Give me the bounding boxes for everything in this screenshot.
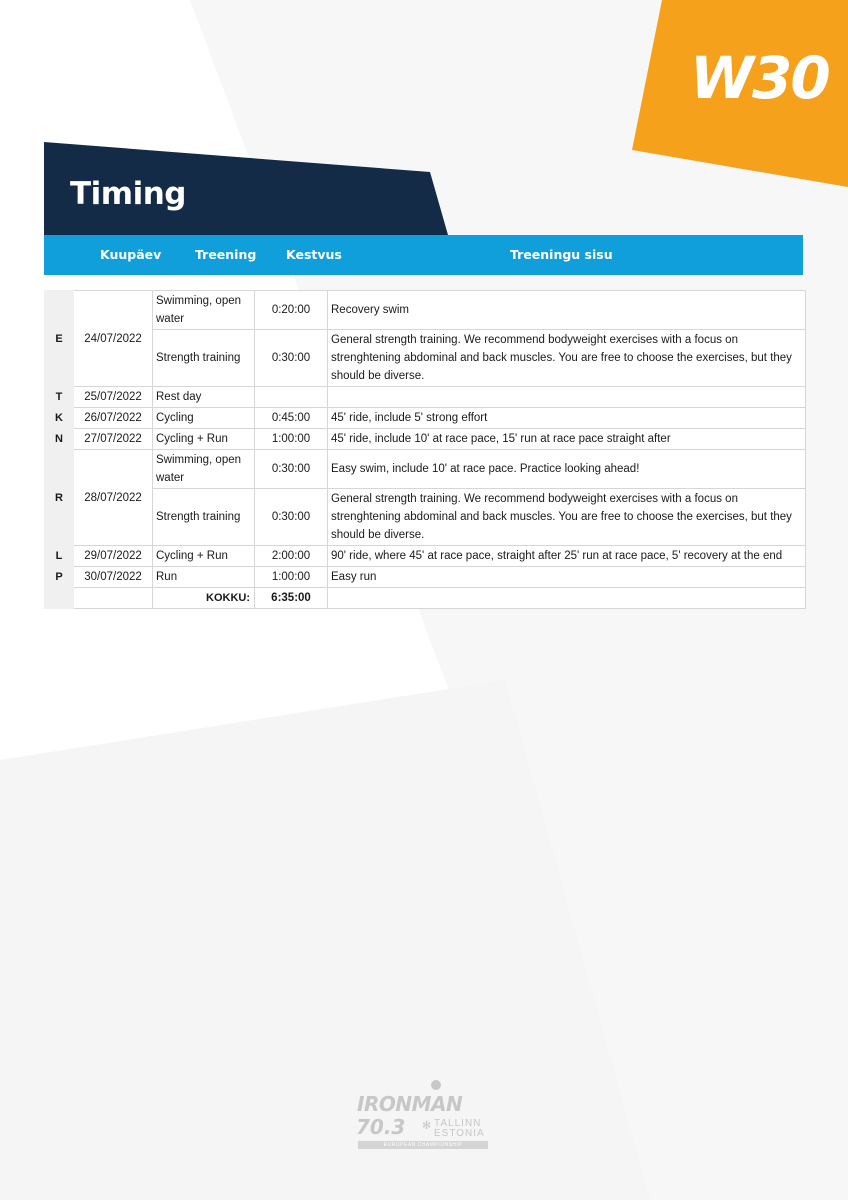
training-type: Strength training — [153, 489, 255, 546]
date-cell-empty — [74, 588, 153, 609]
header-training: Treening — [195, 247, 257, 262]
table-row — [45, 408, 806, 429]
header-duration: Kestvus — [286, 247, 342, 262]
date-cell: 25/07/2022 — [74, 387, 153, 408]
duration-cell: 0:20:00 — [255, 291, 328, 330]
training-type: Rest day — [153, 387, 255, 408]
duration-cell: 1:00:00 — [255, 429, 328, 450]
logo-city-line2: ESTONIA — [434, 1128, 485, 1139]
day-letter: R — [45, 450, 74, 546]
table-row — [45, 387, 806, 408]
logo-distance: 70.3 — [356, 1115, 406, 1139]
table-row — [45, 291, 806, 330]
day-letter: T — [45, 387, 74, 408]
duration-cell: 2:00:00 — [255, 546, 328, 567]
content-cell: 45' ride, include 5' strong effort — [328, 408, 806, 429]
content-cell: General strength training. We recommend bodyweight exercises with a focus on strenghtening abdominal and back muscles. You are free to choose the exercises, but they should be diverse. — [328, 489, 806, 546]
page-title: Timing — [70, 176, 186, 212]
duration-cell: 0:45:00 — [255, 408, 328, 429]
day-letter: K — [45, 408, 74, 429]
duration-cell: 0:30:00 — [255, 489, 328, 546]
duration-cell — [255, 387, 328, 408]
logo-city — [434, 1119, 485, 1139]
ironman-logo — [354, 1080, 494, 1152]
content-cell — [328, 387, 806, 408]
day-letter: L — [45, 546, 74, 567]
date-cell: 29/07/2022 — [74, 546, 153, 567]
content-cell: Easy run — [328, 567, 806, 588]
table-row — [45, 489, 806, 546]
training-type: Strength training — [153, 330, 255, 387]
training-type: Cycling + Run — [153, 546, 255, 567]
training-type: Run — [153, 567, 255, 588]
snowflake-icon: ✻ — [422, 1119, 432, 1132]
training-type: Swimming, open water — [153, 450, 255, 489]
total-duration: 6:35:00 — [255, 588, 328, 609]
logo-subtitle: EUROPEAN CHAMPIONSHIP — [358, 1141, 488, 1149]
duration-cell: 0:30:00 — [255, 330, 328, 387]
table-row — [45, 567, 806, 588]
logo-city-line1: TALLINN — [434, 1118, 482, 1129]
table-header-bar — [44, 235, 803, 275]
logo-wordmark: IRONMAN — [357, 1092, 463, 1116]
header-date: Kuupäev — [100, 247, 162, 262]
date-cell: 28/07/2022 — [74, 450, 153, 546]
header-content: Treeningu sisu — [510, 247, 613, 262]
duration-cell: 0:30:00 — [255, 450, 328, 489]
content-cell: 45' ride, include 10' at race pace, 15' run at race pace straight after — [328, 429, 806, 450]
total-row — [45, 588, 806, 609]
training-type: Cycling + Run — [153, 429, 255, 450]
day-letter: P — [45, 567, 74, 588]
table-row — [45, 450, 806, 489]
date-cell: 26/07/2022 — [74, 408, 153, 429]
duration-cell: 1:00:00 — [255, 567, 328, 588]
training-schedule-table — [44, 290, 806, 609]
date-cell: 30/07/2022 — [74, 567, 153, 588]
table-row — [45, 330, 806, 387]
date-cell: 24/07/2022 — [74, 291, 153, 387]
training-type: Swimming, open water — [153, 291, 255, 330]
total-label: KOKKU: — [153, 588, 255, 609]
training-type: Cycling — [153, 408, 255, 429]
day-letter-empty — [45, 588, 74, 609]
logo-dot-icon — [431, 1080, 441, 1090]
table-row — [45, 429, 806, 450]
content-cell-empty — [328, 588, 806, 609]
content-cell: Recovery swim — [328, 291, 806, 330]
content-cell: 90' ride, where 45' at race pace, straight after 25' run at race pace, 5' recovery at the end — [328, 546, 806, 567]
week-label: W30 — [690, 44, 829, 112]
content-cell: Easy swim, include 10' at race pace. Practice looking ahead! — [328, 450, 806, 489]
content-cell: General strength training. We recommend bodyweight exercises with a focus on strenghtening abdominal and back muscles. You are free to choose the exercises, but they should be diverse. — [328, 330, 806, 387]
day-letter: N — [45, 429, 74, 450]
table-row — [45, 546, 806, 567]
date-cell: 27/07/2022 — [74, 429, 153, 450]
day-letter: E — [45, 291, 74, 387]
